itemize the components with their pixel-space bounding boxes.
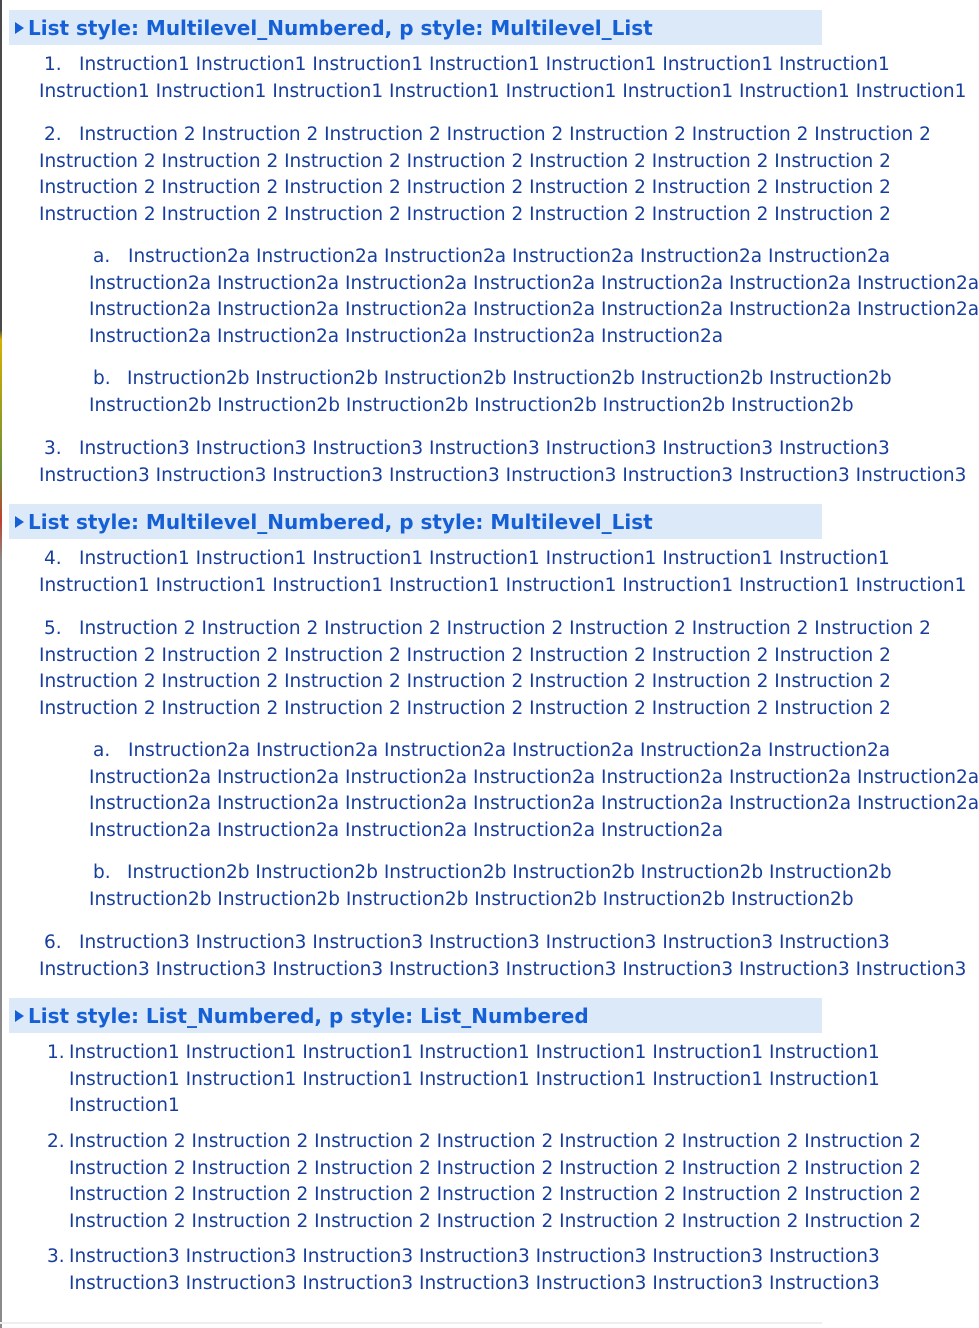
list-item-line: Instruction 2 Instruction 2 Instruction 2 Instruction 2 Instruction 2 Instruction 2 Instruction 2 [39, 644, 891, 666]
section-header-3[interactable] [9, 998, 822, 1033]
list-item-line: Instruction2a Instruction2a Instruction2a Instruction2a Instruction2a [89, 819, 724, 841]
list-item-line: Instruction2b Instruction2b Instruction2b Instruction2b Instruction2b Instruction2b [127, 862, 892, 883]
section-header-2[interactable] [9, 504, 822, 539]
list-item-line: Instruction 2 Instruction 2 Instruction 2 Instruction 2 Instruction 2 Instruction 2 Instruction 2 [69, 1157, 921, 1179]
list-marker: 1. [47, 1042, 65, 1063]
expand-triangle-icon[interactable] [15, 516, 24, 528]
list-marker: b. [93, 862, 111, 883]
list-item-line: Instruction2a Instruction2a Instruction2a Instruction2a Instruction2a Instruction2a Instruction2a [89, 272, 979, 294]
list-item-line: Instruction2a Instruction2a Instruction2a Instruction2a Instruction2a Instruction2a Instruction2a [89, 793, 979, 814]
list-item-line: Instruction1 Instruction1 Instruction1 Instruction1 Instruction1 Instruction1 Instruction1 Instruction1 [39, 574, 967, 596]
list-marker: 2. [47, 1131, 65, 1152]
section-title: List style: List_Numbered, p style: List_Numbered [28, 1003, 589, 1028]
list-item-line: Instruction3 Instruction3 Instruction3 Instruction3 Instruction3 Instruction3 Instruction3 Instruction3 [39, 464, 967, 486]
divider [0, 1322, 822, 1324]
list-item-line: Instruction3 Instruction3 Instruction3 Instruction3 Instruction3 Instruction3 Instruction3 [79, 438, 890, 459]
list-item-line: Instruction 2 Instruction 2 Instruction 2 Instruction 2 Instruction 2 Instruction 2 Instruction 2 [39, 671, 891, 692]
list-item-line: Instruction1 Instruction1 Instruction1 Instruction1 Instruction1 Instruction1 Instruction1 [79, 54, 890, 75]
list-item-line: Instruction1 Instruction1 Instruction1 Instruction1 Instruction1 Instruction1 Instruction1 [69, 1042, 880, 1063]
list-item-line: Instruction1 Instruction1 Instruction1 Instruction1 Instruction1 Instruction1 Instruction1 [79, 548, 890, 569]
list-marker: 2. [44, 124, 62, 145]
list-item-line: Instruction2a Instruction2a Instruction2a Instruction2a Instruction2a Instruction2a [128, 246, 891, 267]
section-title: List style: Multilevel_Numbered, p style: Multilevel_List [28, 509, 653, 534]
list-item-line: Instruction2b Instruction2b Instruction2b Instruction2b Instruction2b Instruction2b [89, 394, 854, 416]
list-marker: 6. [44, 932, 62, 953]
list-marker: a. [93, 246, 111, 267]
list-item-line: Instruction 2 Instruction 2 Instruction 2 Instruction 2 Instruction 2 Instruction 2 Instruction 2 [39, 177, 891, 198]
list-marker: 5. [44, 618, 62, 639]
list-item-line: Instruction2a Instruction2a Instruction2a Instruction2a Instruction2a Instruction2a Instruction2a [89, 299, 979, 320]
list-item-line: Instruction2b Instruction2b Instruction2b Instruction2b Instruction2b Instruction2b [89, 888, 854, 910]
list-marker: 4. [44, 548, 62, 569]
list-item-line: Instruction2a Instruction2a Instruction2a Instruction2a Instruction2a [89, 325, 724, 347]
list-item-line: Instruction 2 Instruction 2 Instruction 2 Instruction 2 Instruction 2 Instruction 2 Instruction 2 [79, 124, 931, 145]
list-item-line: Instruction3 Instruction3 Instruction3 Instruction3 Instruction3 Instruction3 Instruction3 [69, 1272, 880, 1294]
section-header-1[interactable] [9, 10, 822, 45]
list-item-line: Instruction 2 Instruction 2 Instruction 2 Instruction 2 Instruction 2 Instruction 2 Instruction 2 [69, 1184, 921, 1205]
list-item-line: Instruction1 Instruction1 Instruction1 Instruction1 Instruction1 Instruction1 Instruction1 Instruction1 [39, 80, 967, 102]
list-item-line: Instruction 2 Instruction 2 Instruction 2 Instruction 2 Instruction 2 Instruction 2 Instruction 2 [39, 697, 891, 719]
list-marker: 3. [44, 438, 62, 459]
list-marker: b. [93, 368, 111, 389]
list-item-line: Instruction 2 Instruction 2 Instruction 2 Instruction 2 Instruction 2 Instruction 2 Instruction 2 [39, 150, 891, 172]
list-item-line: Instruction1 Instruction1 Instruction1 Instruction1 Instruction1 Instruction1 Instruction1 [69, 1068, 880, 1090]
expand-triangle-icon[interactable] [15, 1010, 24, 1022]
list-item-line: Instruction2b Instruction2b Instruction2b Instruction2b Instruction2b Instruction2b [127, 368, 892, 389]
list-item-line: Instruction3 Instruction3 Instruction3 Instruction3 Instruction3 Instruction3 Instruction3 [69, 1246, 880, 1267]
left-gutter [0, 0, 2, 1328]
list-item-line: Instruction 2 Instruction 2 Instruction 2 Instruction 2 Instruction 2 Instruction 2 Instruction 2 [69, 1210, 921, 1232]
list-marker: a. [93, 740, 111, 761]
list-item-line: Instruction1 [69, 1095, 180, 1116]
list-item-line: Instruction2a Instruction2a Instruction2a Instruction2a Instruction2a Instruction2a Instruction2a [89, 766, 979, 788]
list-item-line: Instruction2a Instruction2a Instruction2a Instruction2a Instruction2a Instruction2a [128, 740, 891, 761]
section-title: List style: Multilevel_Numbered, p style: Multilevel_List [28, 15, 653, 40]
list-item-line: Instruction3 Instruction3 Instruction3 Instruction3 Instruction3 Instruction3 Instruction3 [79, 932, 890, 953]
list-item-line: Instruction 2 Instruction 2 Instruction 2 Instruction 2 Instruction 2 Instruction 2 Instruction 2 [39, 203, 891, 225]
list-item-line: Instruction 2 Instruction 2 Instruction 2 Instruction 2 Instruction 2 Instruction 2 Instruction 2 [69, 1131, 921, 1152]
expand-triangle-icon[interactable] [15, 22, 24, 34]
list-item-line: Instruction 2 Instruction 2 Instruction 2 Instruction 2 Instruction 2 Instruction 2 Instruction 2 [79, 618, 931, 639]
list-item-line: Instruction3 Instruction3 Instruction3 Instruction3 Instruction3 Instruction3 Instruction3 Instruction3 [39, 958, 967, 980]
list-marker: 3. [47, 1246, 65, 1267]
list-marker: 1. [44, 54, 62, 75]
